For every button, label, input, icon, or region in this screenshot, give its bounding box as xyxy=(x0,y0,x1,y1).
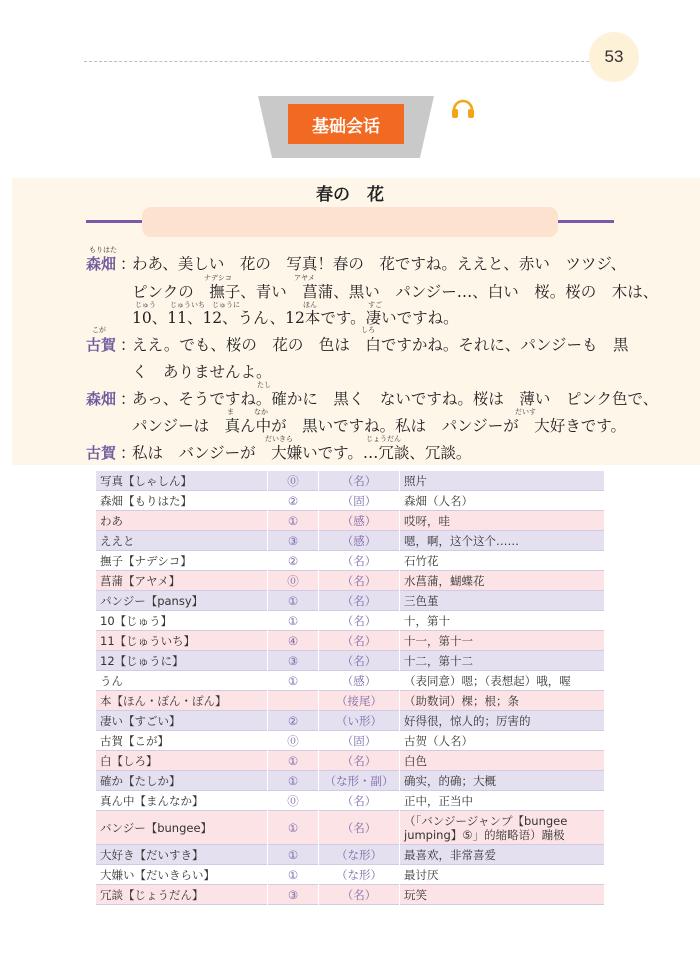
vocab-accent: ③ xyxy=(268,885,319,905)
title-underlay xyxy=(142,207,558,237)
vocab-word: 本【ほん・ぼん・ぽん】 xyxy=(96,691,268,711)
vocab-meaning: 正中，正当中 xyxy=(400,791,605,811)
ruby: ほん xyxy=(303,301,317,309)
vocab-meaning: 十，第十 xyxy=(400,611,605,631)
vocab-row xyxy=(96,771,605,791)
vocab-pos: （固） xyxy=(319,491,400,511)
dialogue-line: わあ、美しい 花の 写真！春の 花ですね。ええと、赤い ツツジ、 xyxy=(132,255,627,273)
ruby: じょうだん xyxy=(366,435,401,443)
vocab-word: 大好き【だいすき】 xyxy=(96,845,268,865)
vocab-accent: ③ xyxy=(268,531,319,551)
header-divider xyxy=(84,61,589,62)
vocab-meaning: 玩笑 xyxy=(400,885,605,905)
ruby: すご xyxy=(368,301,382,309)
speaker-ruby: もりはた xyxy=(89,246,117,254)
vocab-meaning: 水菖蒲，蝴蝶花 xyxy=(400,571,605,591)
vocab-accent: ① xyxy=(268,811,319,845)
vocab-word: わあ xyxy=(96,511,268,531)
vocab-pos: （名） xyxy=(319,471,400,491)
vocab-word: 真ん中【まんなか】 xyxy=(96,791,268,811)
speaker-name: 森畑 xyxy=(86,255,117,273)
vocab-meaning: （「バンジージャンプ【bungee jumping】⑤」的缩略语）蹦极 xyxy=(400,811,605,845)
vocab-accent: ⓪ xyxy=(268,571,319,591)
vocab-accent: ① xyxy=(268,611,319,631)
vocab-word: 12【じゅうに】 xyxy=(96,651,268,671)
ruby: じゅうに xyxy=(212,301,240,309)
vocab-row xyxy=(96,811,605,845)
headphone-icon[interactable] xyxy=(449,94,477,122)
vocab-row xyxy=(96,885,605,905)
ruby: たし xyxy=(257,381,271,389)
vocab-pos: （名） xyxy=(319,651,400,671)
vocab-pos: （な形） xyxy=(319,845,400,865)
vocab-pos: （名） xyxy=(319,571,400,591)
dialogue-line: 私は バンジーが 大嫌いです。…冗談、冗談。 xyxy=(132,444,472,462)
vocab-accent: ⓪ xyxy=(268,731,319,751)
ruby: ま xyxy=(227,408,234,416)
vocab-word: 古賀【こが】 xyxy=(96,731,268,751)
vocab-accent: ④ xyxy=(268,631,319,651)
vocab-pos: （名） xyxy=(319,611,400,631)
ruby: ナデシコ xyxy=(204,274,232,282)
lesson-title: 春の 花 xyxy=(316,185,384,205)
vocab-row xyxy=(96,631,605,651)
ruby: じゅう xyxy=(135,301,156,309)
vocab-word: うん xyxy=(96,671,268,691)
vocab-row xyxy=(96,471,605,491)
speaker-ruby: こが xyxy=(92,326,106,334)
vocab-pos: （名） xyxy=(319,811,400,845)
vocab-accent: ① xyxy=(268,771,319,791)
section-title: 基础会话 xyxy=(288,104,404,144)
vocab-accent: ① xyxy=(268,591,319,611)
vocab-meaning: 三色堇 xyxy=(400,591,605,611)
vocab-meaning: （表同意）嗯；（表想起）哦，喔 xyxy=(400,671,605,691)
vocab-meaning: 嗯，啊，这个这个…… xyxy=(400,531,605,551)
vocab-accent: ② xyxy=(268,551,319,571)
speaker-name: 古賀 xyxy=(86,444,117,462)
vocab-row xyxy=(96,511,605,531)
vocab-meaning: 确实，的确；大概 xyxy=(400,771,605,791)
vocab-row xyxy=(96,845,605,865)
vocab-word: パンジー【pansy】 xyxy=(96,591,268,611)
vocab-accent: ① xyxy=(268,511,319,531)
vocab-row xyxy=(96,611,605,631)
vocab-pos: （固） xyxy=(319,731,400,751)
dialogue-line: ピンクの 撫子、青い 菖蒲、黒い パンジー…、白い 桜。桜の 木は、 xyxy=(132,283,659,301)
vocab-meaning: 古贺（人名） xyxy=(400,731,605,751)
vocab-word: 大嫌い【だいきらい】 xyxy=(96,865,268,885)
vocab-pos: （感） xyxy=(319,671,400,691)
dialogue-line: 10、11、12、うん、12本です。凄いですね。 xyxy=(132,309,459,327)
vocab-pos: （名） xyxy=(319,751,400,771)
vocab-pos: （名） xyxy=(319,885,400,905)
vocab-accent: ⓪ xyxy=(268,791,319,811)
vocab-pos: （な形・副） xyxy=(319,771,400,791)
vocab-row xyxy=(96,691,605,711)
vocab-word: 11【じゅういち】 xyxy=(96,631,268,651)
vocab-meaning: 十二，第十二 xyxy=(400,651,605,671)
vocab-pos: （名） xyxy=(319,551,400,571)
section-banner xyxy=(258,96,434,158)
vocab-pos: （名） xyxy=(319,791,400,811)
vocab-row xyxy=(96,591,605,611)
vocab-accent: ① xyxy=(268,865,319,885)
vocab-row xyxy=(96,651,605,671)
vocab-word: 撫子【ナデシコ】 xyxy=(96,551,268,571)
vocab-word: 写真【しゃしん】 xyxy=(96,471,268,491)
vocab-meaning: 哎呀，哇 xyxy=(400,511,605,531)
vocab-word: 10【じゅう】 xyxy=(96,611,268,631)
vocab-row xyxy=(96,791,605,811)
title-rule-right xyxy=(556,220,614,223)
vocabulary-table xyxy=(95,471,605,905)
ruby: だいす xyxy=(515,408,536,416)
vocab-meaning: （助数词）棵；根；条 xyxy=(400,691,605,711)
vocab-word: 確か【たしか】 xyxy=(96,771,268,791)
vocab-meaning: 最讨厌 xyxy=(400,865,605,885)
vocab-pos: （名） xyxy=(319,591,400,611)
vocab-meaning: 最喜欢，非常喜爱 xyxy=(400,845,605,865)
vocab-accent: ① xyxy=(268,845,319,865)
vocab-accent xyxy=(268,691,319,711)
speaker-name: 森畑 xyxy=(86,390,117,408)
vocab-row xyxy=(96,491,605,511)
vocab-meaning: 石竹花 xyxy=(400,551,605,571)
ruby: だいきら xyxy=(265,435,293,443)
vocab-row xyxy=(96,751,605,771)
dialogue-line: あっ、そうですね。確かに 黒く ないですね。桜は 薄い ピンク色で、 xyxy=(132,390,659,408)
vocab-word: 冗談【じょうだん】 xyxy=(96,885,268,905)
dialogue-line: パンジーは 真ん中が 黒いですね。私は パンジーが 大好きです。 xyxy=(132,417,626,435)
vocab-accent: ② xyxy=(268,711,319,731)
vocab-accent: ① xyxy=(268,671,319,691)
vocab-pos: （な形） xyxy=(319,865,400,885)
vocab-pos: （感） xyxy=(319,511,400,531)
vocab-row xyxy=(96,865,605,885)
dialogue-line: く ありませんよ。 xyxy=(132,363,272,381)
vocab-pos: （接尾） xyxy=(319,691,400,711)
vocab-word: 白【しろ】 xyxy=(96,751,268,771)
vocab-row xyxy=(96,531,605,551)
ruby: アヤメ xyxy=(294,274,315,282)
ruby: じゅういち xyxy=(170,301,205,309)
vocab-meaning: 好得很，惊人的；厉害的 xyxy=(400,711,605,731)
ruby: しろ xyxy=(361,326,375,334)
vocab-accent: ⓪ xyxy=(268,471,319,491)
vocab-meaning: 十一，第十一 xyxy=(400,631,605,651)
vocab-word: ええと xyxy=(96,531,268,551)
vocab-meaning: 白色 xyxy=(400,751,605,771)
page-number: 53 xyxy=(589,32,639,82)
speaker-name: 古賀 xyxy=(86,336,117,354)
vocab-word: 菖蒲【アヤメ】 xyxy=(96,571,268,591)
vocab-pos: （感） xyxy=(319,531,400,551)
vocab-meaning: 森畑（人名） xyxy=(400,491,605,511)
title-rule-left xyxy=(86,220,144,223)
vocab-pos: （い形） xyxy=(319,711,400,731)
vocab-row xyxy=(96,731,605,751)
vocab-word: 凄い【すごい】 xyxy=(96,711,268,731)
vocab-row xyxy=(96,571,605,591)
ruby: なか xyxy=(254,408,268,416)
vocab-meaning: 照片 xyxy=(400,471,605,491)
vocab-row xyxy=(96,551,605,571)
vocab-accent: ② xyxy=(268,491,319,511)
vocab-accent: ① xyxy=(268,751,319,771)
vocab-pos: （名） xyxy=(319,631,400,651)
vocab-row xyxy=(96,711,605,731)
vocab-word: 森畑【もりはた】 xyxy=(96,491,268,511)
vocab-row xyxy=(96,671,605,691)
vocab-accent: ③ xyxy=(268,651,319,671)
vocab-word: バンジー【bungee】 xyxy=(96,811,268,845)
dialogue-line: ええ。でも、桜の 花の 色は 白ですかね。それに、パンジーも 黒 xyxy=(132,336,629,354)
